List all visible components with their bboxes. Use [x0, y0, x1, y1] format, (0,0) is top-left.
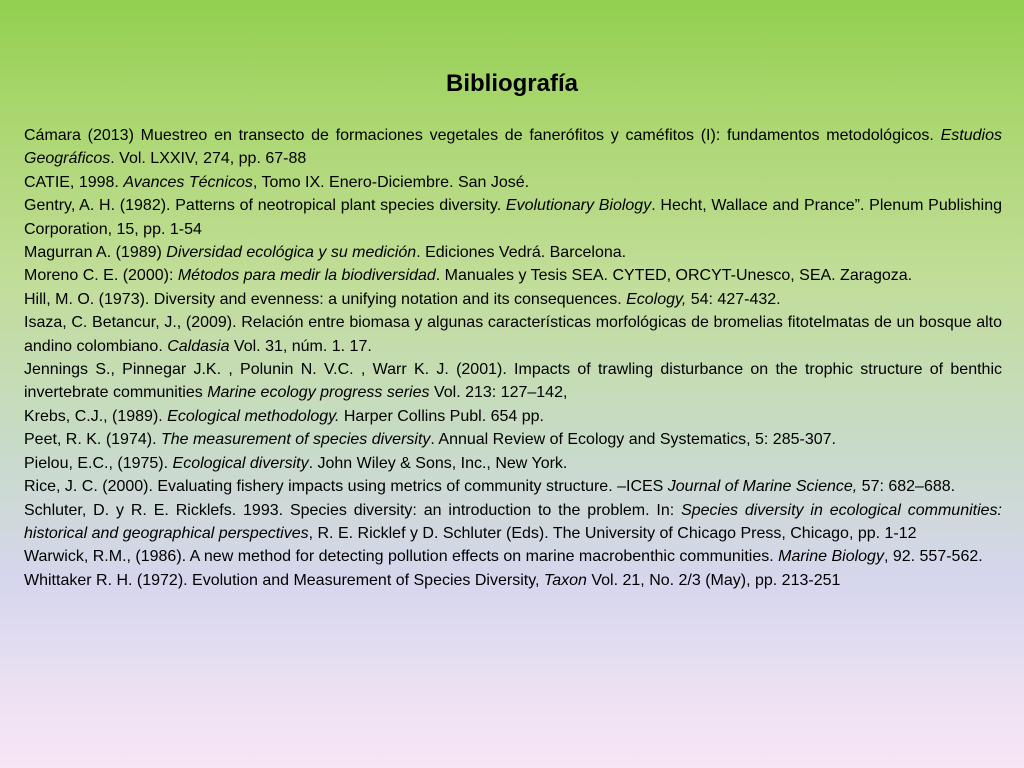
reference-text: Magurran A. (1989)	[24, 244, 167, 262]
reference-source-title: Estudios Geográficos	[24, 127, 1002, 168]
reference-source-title: Species diversity in ecological communities: historical and geographical perspectives	[24, 501, 1002, 542]
slide-title: Bibliografía	[445, 70, 578, 97]
reference-source-title: Taxon	[543, 571, 587, 589]
reference-text: , Tomo IX. Enero-Diciembre. San José.	[252, 173, 530, 191]
reference-text: Whittaker R. H. (1972). Evolution and Measurement of Species Diversity,	[24, 571, 544, 589]
reference-item	[24, 358, 1002, 405]
reference-source-title: Caldasia	[167, 337, 230, 355]
reference-item	[24, 545, 1002, 568]
reference-source-title: Journal of Marine Science,	[667, 478, 858, 496]
reference-source-title: Ecological diversity	[172, 454, 309, 472]
reference-text: Vol. 21, No. 2/3 (May), pp. 213-251	[586, 571, 841, 589]
reference-text: , 92. 557-562.	[883, 548, 983, 566]
reference-source-title: Marine ecology progress series	[207, 384, 430, 402]
reference-item	[24, 428, 1002, 451]
reference-text: Vol. 213: 127–142,	[429, 384, 568, 402]
reference-text: Gentry, A. H. (1982). Patterns of neotropical plant species diversity.	[24, 197, 506, 215]
reference-item	[24, 452, 1002, 475]
reference-text: . Ediciones Vedrá. Barcelona.	[416, 244, 627, 262]
reference-text: Krebs, C.J., (1989).	[24, 407, 168, 425]
reference-list	[24, 124, 1002, 592]
reference-item	[24, 171, 1002, 194]
reference-text: . Vol. LXXIV, 274, pp. 67-88	[110, 150, 307, 168]
reference-text: Pielou, E.C., (1975).	[24, 454, 173, 472]
reference-text: Warwick, R.M., (1986). A new method for detecting pollution effects on marine macrobenthic communities.	[24, 548, 779, 566]
reference-source-title: Diversidad ecológica y su medición	[166, 244, 417, 262]
reference-source-title: Ecology,	[626, 290, 687, 308]
reference-text: . John Wiley & Sons, Inc., New York.	[308, 454, 568, 472]
reference-item	[24, 124, 1002, 171]
reference-text: Vol. 31, núm. 1. 17.	[229, 337, 372, 355]
reference-text: Hill, M. O. (1973). Diversity and evenness: a unifying notation and its consequences.	[24, 290, 627, 308]
reference-text: . Manuales y Tesis SEA. CYTED, ORCYT-Unesco, SEA. Zaragoza.	[435, 267, 913, 285]
reference-text: Peet, R. K. (1974).	[24, 431, 161, 449]
reference-item	[24, 311, 1002, 358]
reference-text: Cámara (2013) Muestreo en transecto de formaciones vegetales de fanerófitos y caméfitos (I): fundamentos metodológicos.	[24, 127, 941, 144]
reference-text: . Hecht, Wallace and Prance”. Plenum Publishing Corporation, 15, pp. 1-54	[24, 197, 1003, 238]
reference-source-title: Evolutionary Biology	[505, 197, 652, 215]
reference-text: Jennings S., Pinnegar J.K. , Polunin N. V.C. , Warr K. J. (2001). Impacts of trawling disturbance on the trophic structure of benthic invertebrate communities	[24, 361, 1002, 402]
reference-source-title: Marine Biology	[778, 548, 884, 566]
reference-item	[24, 475, 1002, 498]
reference-text: Rice, J. C. (2000). Evaluating fishery impacts using metrics of community structure. –ICES	[24, 478, 668, 496]
reference-item	[24, 194, 1002, 241]
reference-item	[24, 405, 1002, 428]
reference-source-title: Avances Técnicos	[123, 173, 253, 191]
reference-text: , R. E. Ricklef y D. Schluter (Eds). The University of Chicago Press, Chicago, pp. 1-12	[308, 524, 917, 542]
reference-text: . Annual Review of Ecology and Systematics, 5: 285-307.	[430, 431, 836, 449]
reference-text: Schluter, D. y R. E. Ricklefs. 1993. Species diversity: an introduction to the problem. In:	[24, 501, 682, 519]
reference-source-title: The measurement of species diversity	[160, 431, 431, 449]
reference-text: Harper Collins Publ. 654 pp.	[339, 407, 544, 425]
reference-item	[24, 499, 1002, 546]
reference-text: CATIE, 1998.	[24, 173, 124, 191]
reference-item	[24, 569, 1002, 592]
reference-text: 57: 682–688.	[857, 478, 956, 496]
reference-item	[24, 241, 1002, 264]
reference-text: Moreno C. E. (2000):	[24, 267, 178, 285]
reference-item	[24, 264, 1002, 287]
reference-item	[24, 288, 1002, 311]
reference-text: 54: 427-432.	[686, 290, 781, 308]
reference-source-title: Métodos para medir la biodiversidad	[177, 267, 436, 285]
reference-source-title: Ecological methodology.	[167, 407, 340, 425]
reference-text: Isaza, C. Betancur, J., (2009). Relación entre biomasa y algunas características morfológicas de bromelias fitotelmatas de un bosque alto andino colombiano.	[24, 314, 1002, 355]
